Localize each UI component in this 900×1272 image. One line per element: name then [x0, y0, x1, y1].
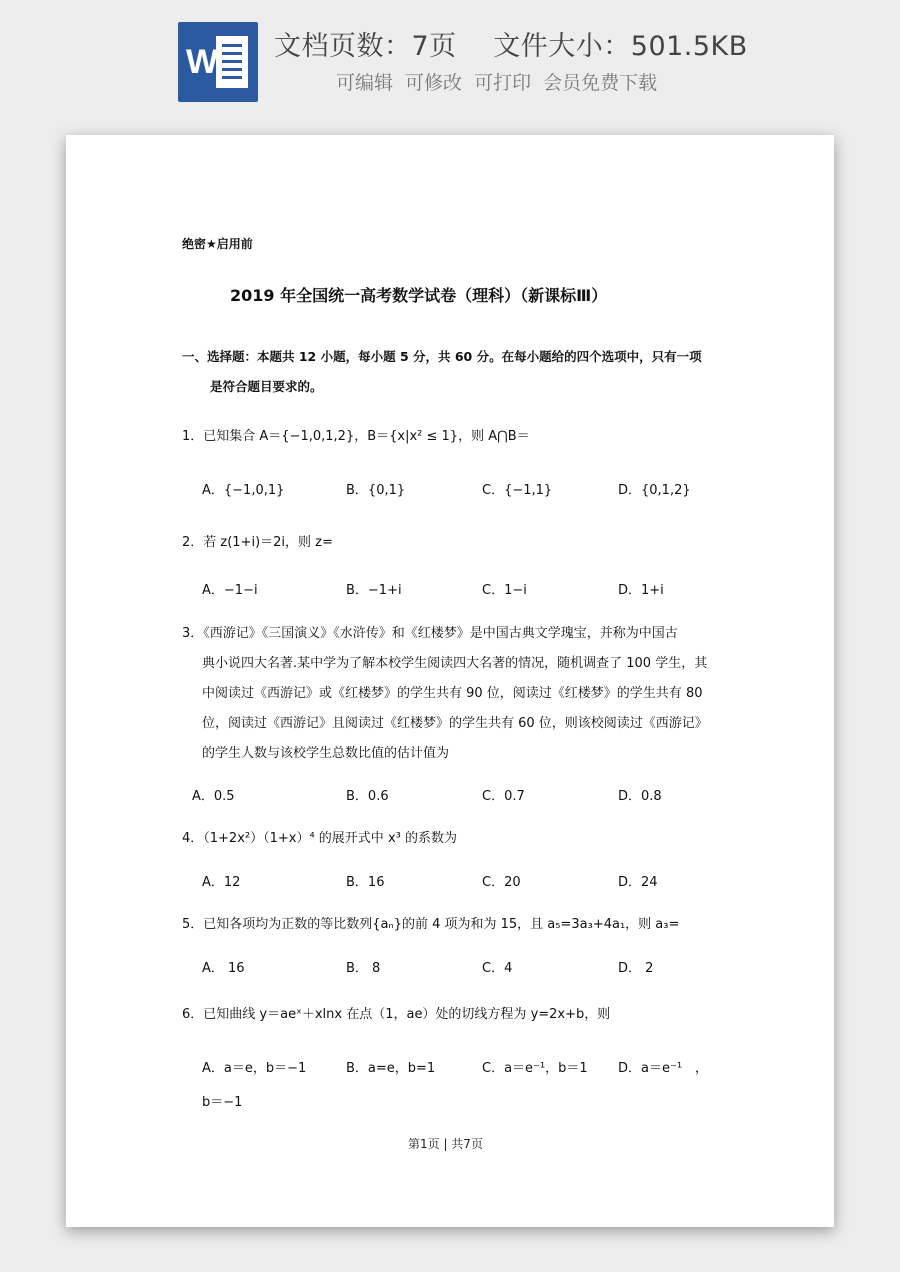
q2-option-c: C．1−i [482, 583, 527, 598]
question-5: 5．已知各项均为正数的等比数列{aₙ}的前 4 项为和为 15，且 a₅=3a₃+4a₁，则 a₃= [182, 917, 680, 932]
q3-option-d: D．0.8 [618, 789, 662, 804]
q6-option-b: B．a=e，b=1 [346, 1061, 436, 1076]
q6-option-a: A．a＝e，b＝−1 [202, 1061, 307, 1076]
page-number-footer: 第1页 | 共7页 [408, 1137, 483, 1151]
document-page [66, 135, 834, 1227]
question-4: 4．（1+2x²）（1+x）⁴ 的展开式中 x³ 的系数为 [182, 831, 457, 846]
q1-option-a: A．{−1,0,1} [202, 483, 285, 498]
q1-option-b: B．{0,1} [346, 483, 406, 498]
word-logo-letter: W [186, 43, 219, 81]
question-2: 2．若 z(1+i)＝2i，则 z= [182, 535, 333, 550]
confidential-label: 绝密★启用前 [182, 237, 253, 251]
q2-option-a: A．−1−i [202, 583, 258, 598]
q5-option-d: D． 2 [618, 961, 654, 976]
q6-option-d: D．a＝e⁻¹ ， [618, 1061, 709, 1076]
q3-option-b: B．0.6 [346, 789, 389, 804]
q5-option-b: B． 8 [346, 961, 381, 976]
q3-option-a: A．0.5 [192, 789, 235, 804]
question-3-line: 的学生人数与该校学生总数比值的估计值为 [202, 746, 450, 761]
q2-option-d: D．1+i [618, 583, 664, 598]
word-document-icon [178, 22, 258, 102]
q4-option-a: A．12 [202, 875, 241, 890]
question-3-line: 3．《西游记》《三国演义》《水浒传》和《红楼梦》是中国古典文学瑰宝，并称为中国古 [182, 626, 678, 641]
q6-option-d-continued: b＝−1 [202, 1095, 243, 1110]
q5-option-a: A． 16 [202, 961, 245, 976]
q1-option-c: C．{−1,1} [482, 483, 553, 498]
file-features: 可编辑 可修改 可打印 会员免费下载 [336, 72, 658, 94]
q3-option-c: C．0.7 [482, 789, 525, 804]
q5-option-c: C．4 [482, 961, 513, 976]
section-heading-line2: 是符合题目要求的。 [210, 379, 323, 394]
question-3-line: 中阅读过《西游记》或《红楼梦》的学生共有 90 位，阅读过《红楼梦》的学生共有 80 [202, 686, 703, 701]
q4-option-b: B．16 [346, 875, 385, 890]
q4-option-c: C．20 [482, 875, 521, 890]
exam-title: 2019 年全国统一高考数学试卷（理科）（新课标Ⅲ） [230, 286, 608, 305]
question-3-line: 位，阅读过《西游记》且阅读过《红楼梦》的学生共有 60 位，则该校阅读过《西游记》 [202, 716, 708, 731]
question-1: 1．已知集合 A＝{−1,0,1,2}，B＝{x|x² ≤ 1}，则 A⋂B＝ [182, 429, 530, 444]
q1-option-d: D．{0,1,2} [618, 483, 691, 498]
question-3-line: 典小说四大名著.某中学为了解本校学生阅读四大名著的情况，随机调查了 100 学生，其 [202, 656, 708, 671]
file-meta-info: 文档页数：7页 文件大小：501.5KB [274, 31, 748, 62]
q2-option-b: B．−1+i [346, 583, 402, 598]
q4-option-d: D．24 [618, 875, 658, 890]
section-heading-line1: 一、选择题：本题共 12 小题，每小题 5 分，共 60 分。在每小题给的四个选项中，只有一项 [182, 349, 702, 364]
q6-option-c: C．a＝e⁻¹，b＝1 [482, 1061, 588, 1076]
download-banner [0, 0, 900, 120]
question-6: 6．已知曲线 y＝aeˣ＋xlnx 在点（1，ae）处的切线方程为 y=2x+b，则 [182, 1007, 611, 1022]
